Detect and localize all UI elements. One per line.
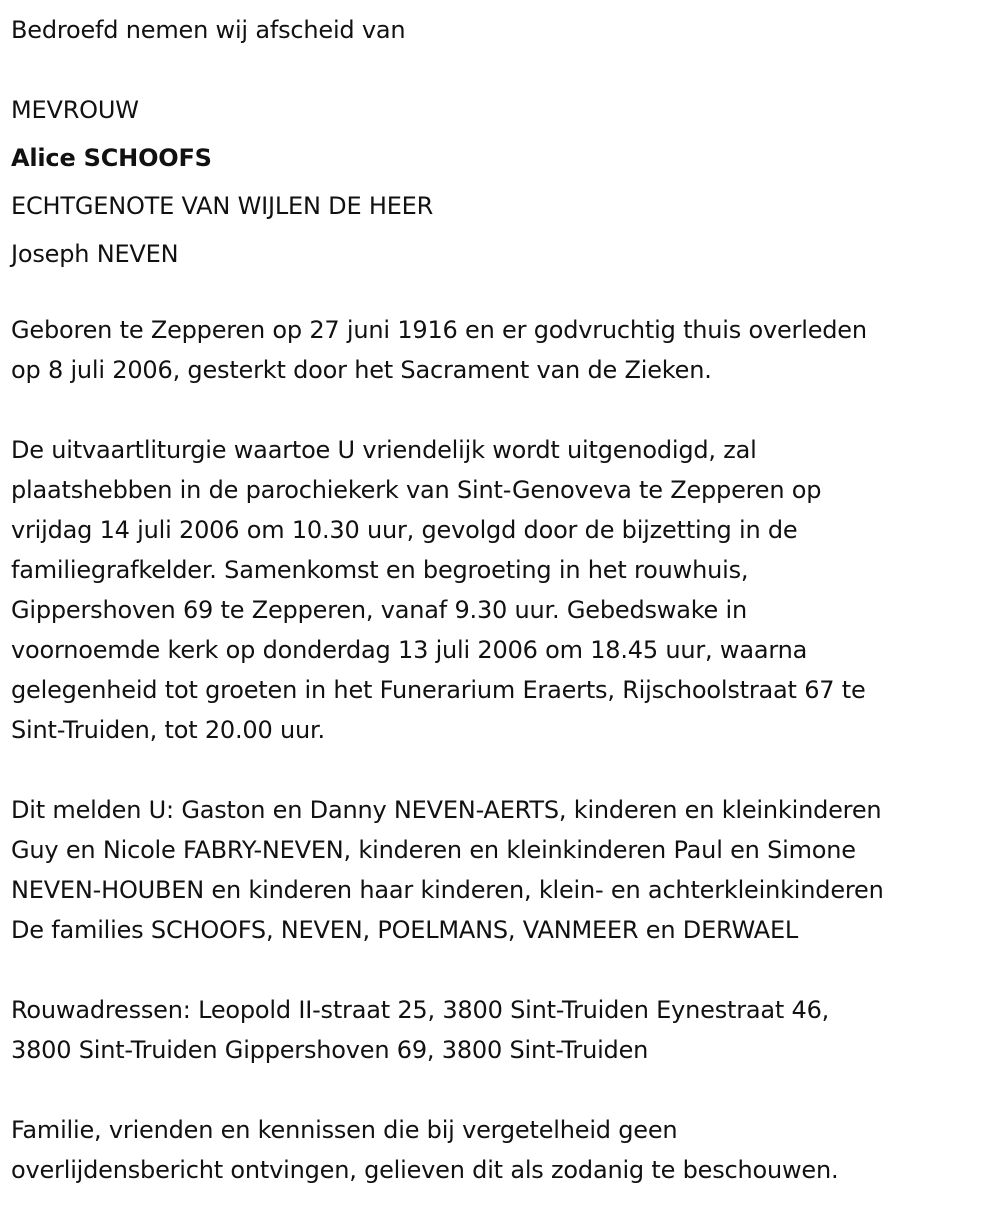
- paragraph-line: Guy en Nicole FABRY-NEVEN, kinderen en kleinkinderen Paul en Simone: [11, 836, 856, 864]
- funeral-paragraph: [11, 430, 996, 750]
- spacer: [11, 278, 996, 310]
- paragraph-line: 3800 Sint-Truiden Gippershoven 69, 3800 Sint-Truiden: [11, 1036, 649, 1064]
- paragraph-line: voornoemde kerk op donderdag 13 juli 2006 om 18.45 uur, waarna: [11, 636, 808, 664]
- spacer: [11, 1070, 996, 1110]
- paragraph-line: Gippershoven 69 te Zepperen, vanaf 9.30 uur. Gebedswake in: [11, 596, 748, 624]
- paragraph-line: plaatshebben in de parochiekerk van Sint-Genoveva te Zepperen op: [11, 476, 822, 504]
- spacer: [11, 950, 996, 990]
- paragraph-line: overlijdensbericht ontvingen, gelieven dit als zodanig te beschouwen.: [11, 1156, 839, 1184]
- paragraph-line: Familie, vrienden en kennissen die bij vergetelheid geen: [11, 1116, 678, 1144]
- paragraph-line: Geboren te Zepperen op 27 juni 1916 en er godvruchtig thuis overleden: [11, 316, 867, 344]
- paragraph-line: NEVEN-HOUBEN en kinderen haar kinderen, klein- en achterkleinkinderen: [11, 876, 884, 904]
- closing-paragraph: [11, 1110, 996, 1190]
- birth-death-paragraph: [11, 310, 996, 390]
- obituary-notice: [11, 6, 996, 1190]
- paragraph-line: gelegenheid tot groeten in het Funerarium Eraerts, Rijschoolstraat 67 te: [11, 676, 866, 704]
- paragraph-line: Rouwadressen: Leopold II-straat 25, 3800 Sint-Truiden Eynestraat 46,: [11, 996, 830, 1024]
- spacer: [11, 390, 996, 430]
- intro-line: Bedroefd nemen wij afscheid van: [11, 16, 406, 44]
- paragraph-line: De families SCHOOFS, NEVEN, POELMANS, VANMEER en DERWAEL: [11, 916, 799, 944]
- spacer: [11, 750, 996, 790]
- paragraph-line: familiegrafkelder. Samenkomst en begroeting in het rouwhuis,: [11, 556, 749, 584]
- paragraph-line: Sint-Truiden, tot 20.00 uur.: [11, 716, 325, 744]
- honorific: MEVROUW: [11, 96, 139, 124]
- spouse-name: Joseph NEVEN: [11, 240, 179, 268]
- paragraph-line: op 8 juli 2006, gesterkt door het Sacrament van de Zieken.: [11, 356, 712, 384]
- paragraph-line: vrijdag 14 juli 2006 om 10.30 uur, gevolgd door de bijzetting in de: [11, 516, 798, 544]
- addresses-paragraph: [11, 990, 996, 1070]
- deceased-name: Alice SCHOOFS: [11, 144, 212, 172]
- spacer: [11, 54, 996, 86]
- paragraph-line: De uitvaartliturgie waartoe U vriendelijk wordt uitgenodigd, zal: [11, 436, 757, 464]
- relation-line: ECHTGENOTE VAN WIJLEN DE HEER: [11, 192, 434, 220]
- announcers-paragraph: [11, 790, 996, 950]
- paragraph-line: Dit melden U: Gaston en Danny NEVEN-AERTS, kinderen en kleinkinderen: [11, 796, 882, 824]
